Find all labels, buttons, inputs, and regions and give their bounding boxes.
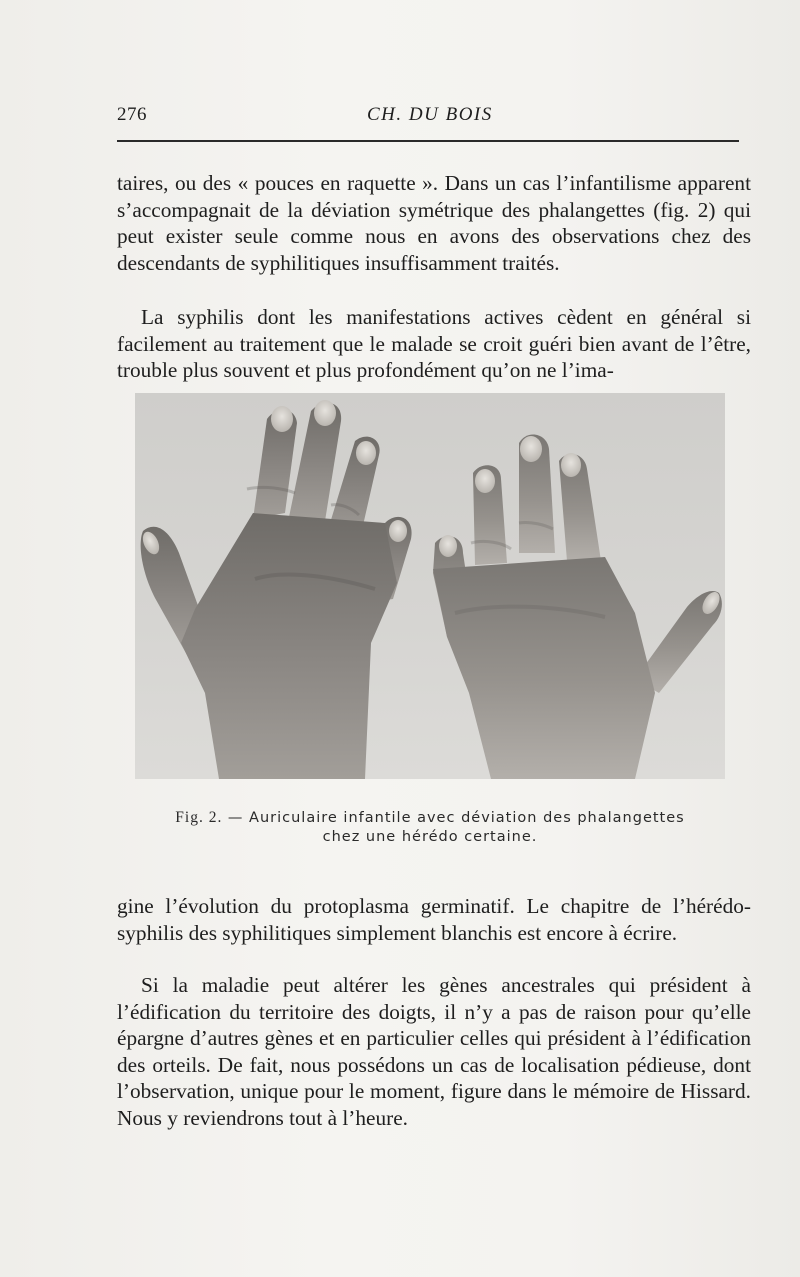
- page-header: [117, 104, 737, 130]
- paragraph-2: La syphilis dont les manifestations actives cèdent en général si facilement au traitement que le malade se croit guéri bien avant de l’être, trouble plus souvent et plus profondément qu’on ne l’ima-: [117, 305, 751, 383]
- paragraph-3: gine l’évolution du protoplasma germinatif. Le chapitre de l’hérédo-syphilis des syphilitiques simplement blanchis est encore à écrire.: [117, 894, 751, 945]
- header-rule: [117, 140, 739, 142]
- running-head: CH. DU BOIS: [367, 104, 493, 125]
- paragraph-1: taires, ou des « pouces en raquette ». Dans un cas l’infantilisme apparent s’accompagnait de la déviation symétrique des phalangettes (fig. 2) qui peut exister seule comme nous en avons des observations chez des descendants de syphilitiques insuffisamment traités.: [117, 171, 751, 275]
- left-hand: [140, 400, 412, 779]
- caption-line-1: [150, 808, 710, 828]
- hands-photograph: [135, 393, 725, 779]
- figure-label: Fig. 2.: [175, 809, 223, 826]
- page-number: 276: [117, 104, 147, 125]
- figure-caption: [150, 808, 710, 847]
- caption-text-1: — Auriculaire infantile avec déviation des phalangettes: [222, 810, 685, 826]
- caption-line-2: chez une hérédo certaine.: [322, 829, 538, 845]
- right-hand: [433, 434, 723, 779]
- paragraph-4: Si la maladie peut altérer les gènes ancestrales qui président à l’édification du territoire des doigts, il n’y a pas de raison pour qu’elle épargne d’autres gènes et en particulier celles qui président à l’édification des orteils. De fait, nous possédons un cas de localisation pédieuse, dont l’observation, unique pour le moment, figure dans le mémoire de Hissard. Nous y reviendrons tout à l’heure.: [117, 973, 751, 1130]
- hands-illustration: [135, 393, 725, 779]
